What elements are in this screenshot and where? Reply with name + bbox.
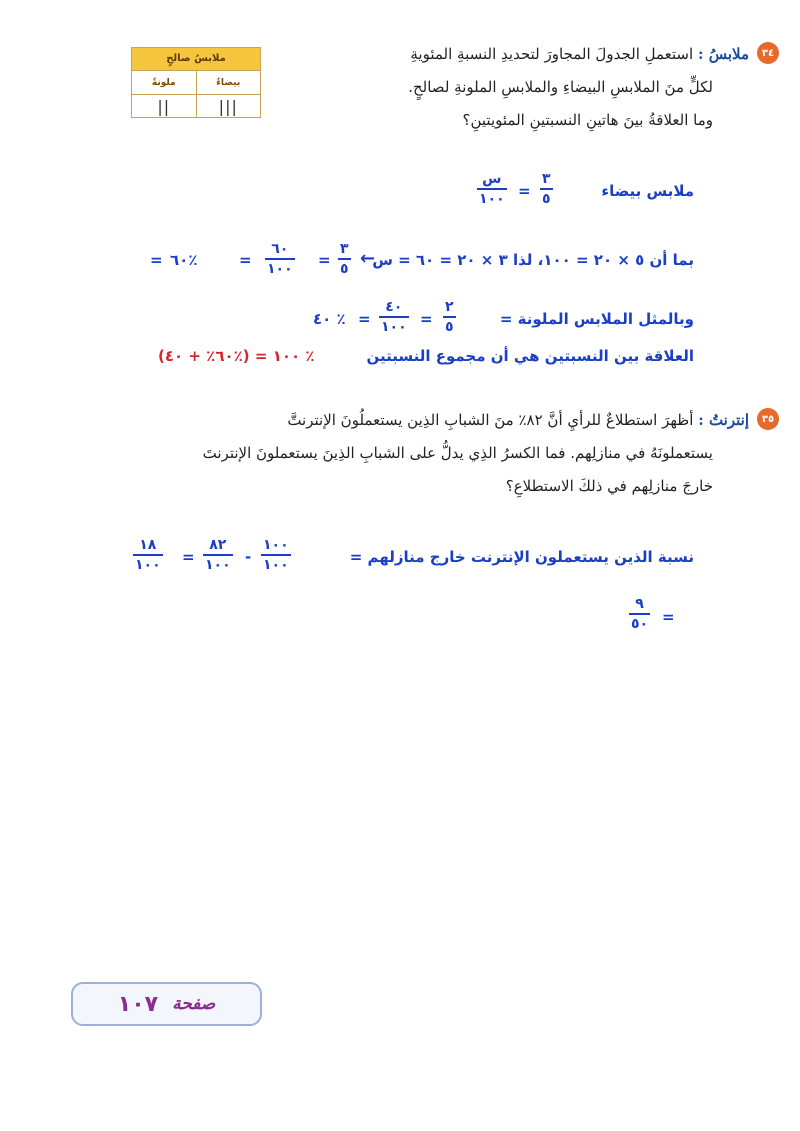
answer-34-colored: وبالمثل الملابس الملونة = [499, 310, 694, 328]
answer-34-step: بما أن ٥ × ٢٠ = ١٠٠، لذا ٣ × ٢٠ = ٦٠ = س [372, 251, 694, 269]
percent-40: ٤٠ ٪ [313, 310, 346, 328]
fraction-60-100: $\frac{٦٠}{١٠٠}$ [267, 241, 293, 277]
page-number-box [71, 982, 262, 1026]
question-line: استعملِ الجدولَ المجاورَ لتحديدِ النسبةِ المئويةِ [410, 45, 694, 63]
question-number-badge: ٣٥ [757, 408, 779, 430]
equals-sign: = [239, 251, 252, 269]
sum-expression: (٦٠٪ + ٤٠٪) = ١٠٠ ٪ [158, 347, 315, 365]
fraction-9-50: $\frac{٩}{٥٠}$ [631, 596, 649, 632]
table-title: ملابسُ صالحٍ [132, 48, 260, 70]
table-header-white: بيضاءُ [216, 77, 241, 88]
equals-sign: = [662, 608, 675, 626]
question-line: خارجَ منازلِهم في ذلكَ الاستطلاعِ؟ [505, 477, 713, 495]
tally-white: ||| [218, 96, 238, 116]
equals-sign: = [518, 182, 531, 200]
question-title: إنترنتُ : [698, 411, 749, 429]
fraction-s-100: $\frac{\text{س}}{١٠٠}$ [479, 171, 505, 207]
equals-sign: = [318, 251, 331, 269]
fraction-40-100: $\frac{٤٠}{١٠٠}$ [381, 299, 407, 335]
fraction-3-5: $\frac{٣}{٥}$ [542, 171, 551, 207]
fraction-100-100: $\frac{١٠٠}{١٠٠}$ [263, 537, 289, 573]
fraction-3-5: $\frac{٣}{٥}$ [340, 241, 349, 277]
equals-sign: = [182, 548, 195, 566]
page-number: ١٠٧ [117, 991, 159, 1017]
equals-sign: = [150, 251, 163, 269]
question-line: لكلٍّ منَ الملابسِ البيضاءِ والملابسِ الملونةِ لصالحٍ. [408, 78, 713, 96]
minus-sign: - [245, 548, 252, 566]
question-34-text [309, 38, 749, 137]
question-line: أظهرَ استطلاعٌ للرأيِ أنَّ ٨٢٪ منَ الشبابِ الذِين يستعملُونَ الإنترنتَّ [287, 411, 694, 429]
question-title: ملابسُ : [697, 45, 749, 63]
question-number-badge: ٣٤ [757, 42, 779, 64]
table-header-colored: ملونةٌ [132, 71, 197, 94]
question-line: يستعملونَهُ في منازلِهم. فما الكسرُ الذِي يدلُّ على الشبابِ الذِينَ يستعملونَ الإنترنتَ [202, 444, 713, 462]
question-line: وما العلاقةُ بينَ هاتينِ النسبتينِ المئويتينِ؟ [462, 111, 713, 129]
answer-34-relation: العلاقة بين النسبتين هي أن مجموع النسبتين [366, 347, 694, 365]
equals-sign: = [420, 310, 433, 328]
fraction-82-100: $\frac{٨٢}{١٠٠}$ [205, 537, 231, 573]
page-label: صفحة [172, 994, 216, 1014]
fraction-18-100: $\frac{١٨}{١٠٠}$ [135, 537, 161, 573]
answer-34-label: ملابس بيضاء [601, 182, 694, 200]
percent-60: ٦٠٪ [170, 251, 198, 269]
answer-35-label: نسبة الذين يستعملون الإنترنت خارج منازلهم = [349, 548, 694, 566]
tally-colored: || [132, 95, 197, 117]
fraction-2-5: $\frac{٢}{٥}$ [445, 299, 454, 335]
clothes-table [131, 47, 261, 118]
arrow-icon: ← [360, 248, 376, 269]
equals-sign: = [358, 310, 371, 328]
question-35-text [89, 404, 749, 503]
